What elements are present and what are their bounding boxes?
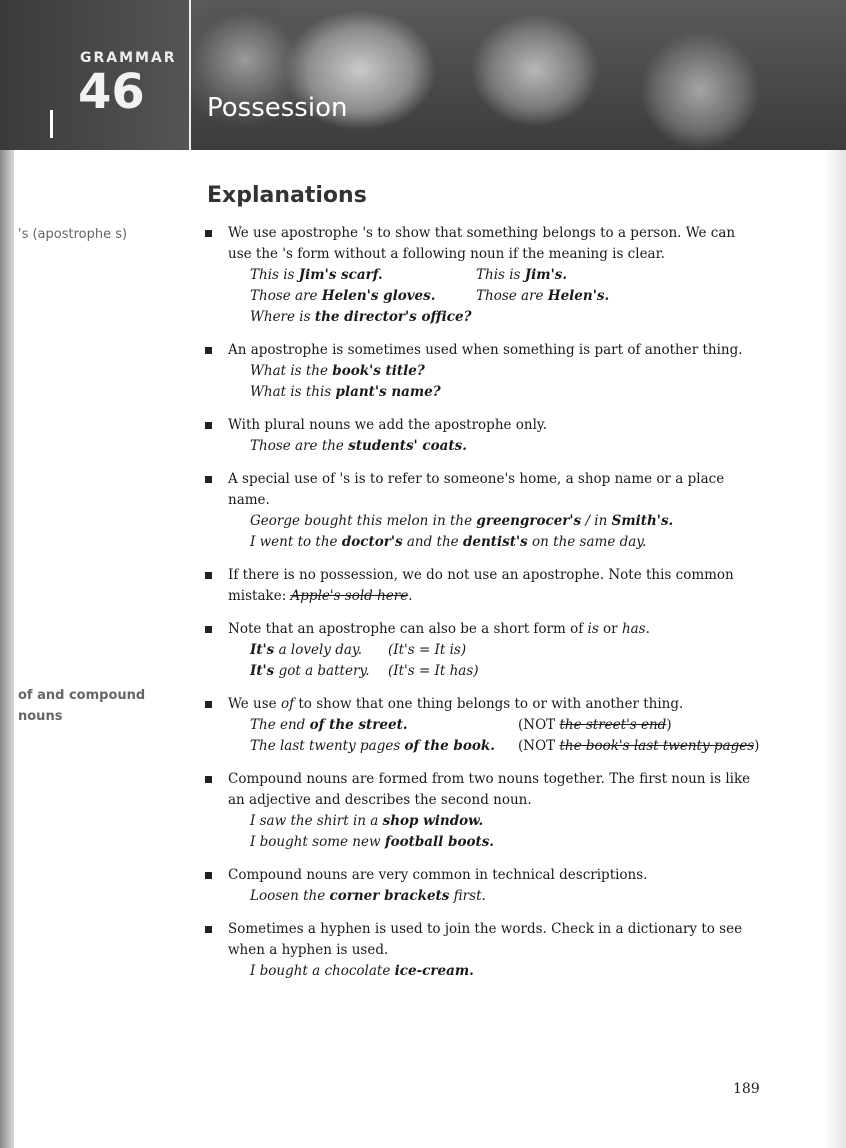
bullet-icon — [205, 701, 212, 708]
item-text: Note that an apostrophe can also be a short form of is or has. — [228, 621, 650, 637]
item-text: name. — [228, 492, 270, 508]
example-sentence: I went to the doctor's and the dentist's on the same day. — [250, 534, 647, 550]
example-row: This is Jim's scarf. This is Jim's. — [250, 267, 568, 283]
unit-number: 46 — [78, 64, 145, 120]
explanation-item — [205, 694, 770, 757]
explanation-item — [205, 919, 770, 982]
explanation-item — [205, 565, 770, 607]
example-sentence: What is this plant's name? — [250, 384, 441, 400]
example-row: Those are Helen's gloves. Those are Helen's. — [250, 288, 610, 304]
page-number: 189 — [733, 1081, 760, 1097]
example-sentence: What is the book's title? — [250, 363, 425, 379]
header-banner-photo — [0, 0, 846, 150]
banner-divider — [189, 0, 191, 150]
section-title: Explanations — [207, 183, 367, 208]
example-row: The end of the street. (NOT the street's end) — [250, 717, 672, 733]
example-sentence: I bought a chocolate ice-cream. — [250, 963, 474, 979]
item-text: A special use of 's is to refer to someone's home, a shop name or a place — [228, 471, 725, 487]
example-sentence: George bought this melon in the greengrocer's / in Smith's. — [250, 513, 674, 529]
bullet-icon — [205, 347, 212, 354]
item-text: Sometimes a hyphen is used to join the words. Check in a dictionary to see — [228, 921, 743, 937]
item-text: An apostrophe is sometimes used when something is part of another thing. — [228, 342, 743, 358]
explanation-item — [205, 469, 770, 553]
example-sentence: I bought some new football boots. — [250, 834, 494, 850]
sidebar-label-of-compound: of and compound — [18, 688, 146, 703]
example-row: It's a lovely day. (It's = It is) — [250, 642, 467, 658]
bullet-icon — [205, 872, 212, 879]
explanation-item — [205, 769, 770, 853]
badge-rule — [50, 110, 53, 138]
explanation-item — [205, 619, 770, 682]
bullet-icon — [205, 926, 212, 933]
example-sentence: Those are the students' coats. — [250, 438, 467, 454]
explanation-item — [205, 223, 770, 328]
item-text: use the 's form without a following noun if the meaning is clear. — [228, 246, 665, 262]
item-text: Compound nouns are very common in technical descriptions. — [228, 867, 648, 883]
grammar-label: GRAMMAR — [80, 50, 177, 66]
item-text: an adjective and describes the second noun. — [228, 792, 532, 808]
struck-mistake: Apple's sold here — [290, 588, 409, 604]
sidebar-label-apostrophe: 's (apostrophe s) — [18, 227, 128, 242]
bullet-icon — [205, 626, 212, 633]
item-text: We use apostrophe 's to show that something belongs to a person. We can — [228, 225, 736, 241]
item-text: If there is no possession, we do not use an apostrophe. Note this common — [228, 567, 734, 583]
item-text: Compound nouns are formed from two nouns together. The first noun is like — [228, 771, 751, 787]
explanations-content — [205, 223, 770, 994]
struck-mistake: the book's last twenty pages — [559, 738, 755, 754]
bullet-icon — [205, 572, 212, 579]
explanation-item — [205, 415, 770, 457]
item-text: when a hyphen is used. — [228, 942, 389, 958]
bullet-icon — [205, 422, 212, 429]
example-row: The last twenty pages of the book. (NOT the book's last twenty pages) — [250, 738, 760, 754]
book-spine-shadow — [0, 0, 14, 1148]
page-edge-shadow — [824, 0, 846, 1148]
item-text: We use of to show that one thing belongs to or with another thing. — [228, 696, 684, 712]
sidebar-label-nouns: nouns — [18, 709, 63, 724]
item-text: With plural nouns we add the apostrophe only. — [228, 417, 548, 433]
struck-mistake: the street's end — [559, 717, 667, 733]
unit-title: Possession — [207, 93, 348, 123]
explanation-item — [205, 340, 770, 403]
example-sentence: Loosen the corner brackets first. — [250, 888, 486, 904]
bullet-icon — [205, 776, 212, 783]
example-row: It's got a battery. (It's = It has) — [250, 663, 479, 679]
bullet-icon — [205, 476, 212, 483]
item-text: mistake: Apple's sold here. — [228, 588, 413, 604]
bullet-icon — [205, 230, 212, 237]
example-sentence: I saw the shirt in a shop window. — [250, 813, 484, 829]
example-sentence: Where is the director's office? — [250, 309, 472, 325]
explanation-item — [205, 865, 770, 907]
